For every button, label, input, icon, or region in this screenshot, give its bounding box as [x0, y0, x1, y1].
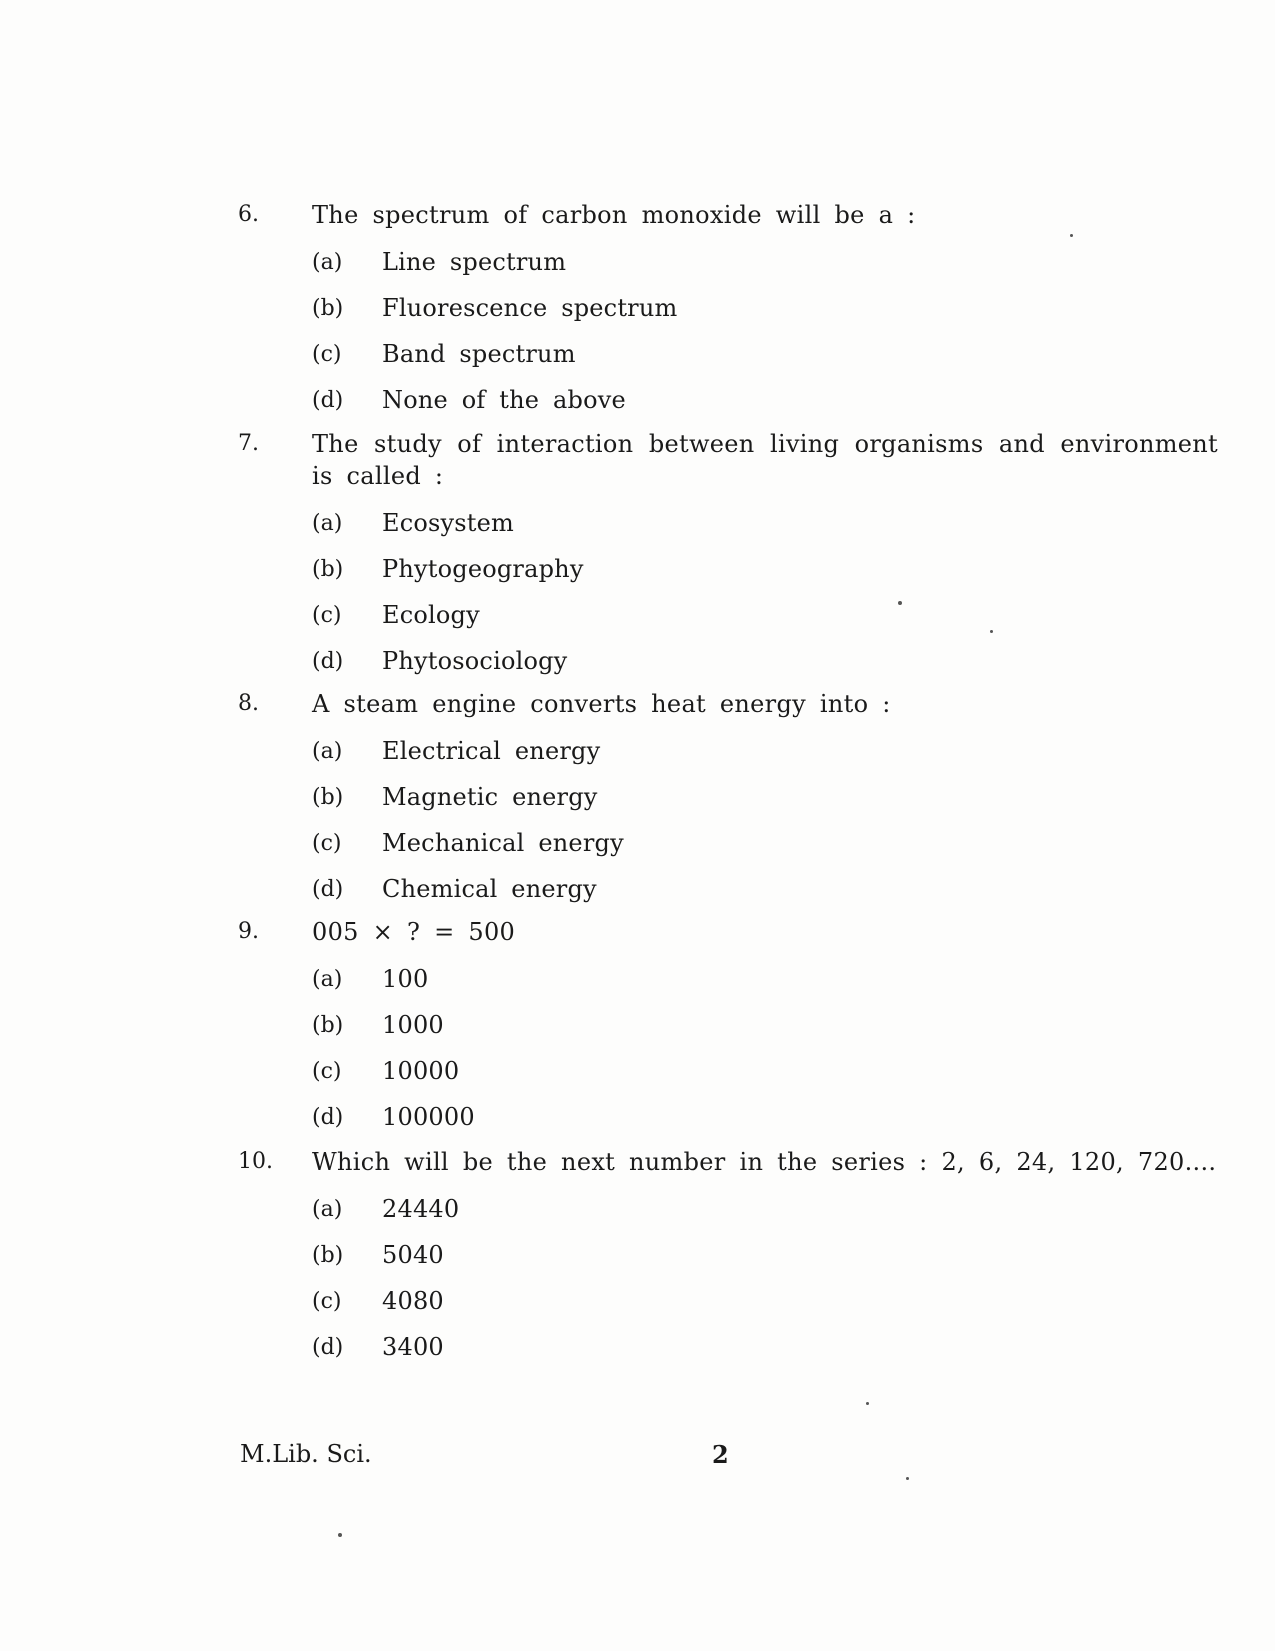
option-label: (d): [312, 876, 344, 902]
question-text: The spectrum of carbon monoxide will be a :: [312, 201, 916, 229]
scan-speck: [1070, 234, 1073, 237]
option-d: [312, 1324, 1218, 1370]
question-number: 7.: [238, 431, 259, 456]
option-label: (b): [312, 295, 344, 321]
option-d: [312, 377, 1218, 423]
scan-speck: [898, 601, 902, 605]
option-d: [312, 866, 1218, 912]
option-text: 100: [382, 965, 429, 993]
option-text: None of the above: [382, 386, 626, 414]
option-label: (b): [312, 1242, 344, 1268]
option-text: 3400: [382, 1333, 444, 1361]
option-text: 4080: [382, 1287, 444, 1315]
option-c: [312, 820, 1218, 866]
question-text: Which will be the next number in the series : 2, 6, 24, 120, 720....: [312, 1148, 1217, 1176]
question-number: 9.: [238, 919, 259, 944]
option-text: Electrical energy: [382, 737, 601, 765]
option-text: Mechanical energy: [382, 829, 624, 857]
option-a: [312, 1186, 1218, 1232]
question-8: [238, 688, 1218, 912]
option-label: (a): [312, 510, 343, 536]
option-label: (d): [312, 648, 344, 674]
option-label: (c): [312, 830, 342, 856]
option-text: Band spectrum: [382, 340, 576, 368]
question-number: 10.: [238, 1149, 273, 1174]
option-b: [312, 1232, 1218, 1278]
scan-speck: [866, 1402, 869, 1405]
scan-speck: [906, 1477, 909, 1480]
option-text: Ecology: [382, 601, 480, 629]
option-label: (a): [312, 1196, 343, 1222]
option-list: [312, 956, 1218, 1140]
option-text: 10000: [382, 1057, 460, 1085]
option-c: [312, 1048, 1218, 1094]
question-9: [238, 916, 1218, 1140]
option-c: [312, 1278, 1218, 1324]
option-label: (c): [312, 1058, 342, 1084]
footer-course-code: M.Lib. Sci.: [240, 1440, 372, 1468]
question-10: [238, 1146, 1218, 1370]
option-text: Line spectrum: [382, 248, 567, 276]
option-b: [312, 774, 1218, 820]
option-text: Ecosystem: [382, 509, 515, 537]
option-d: [312, 638, 1218, 684]
option-label: (c): [312, 1288, 342, 1314]
option-c: [312, 592, 1218, 638]
option-list: [312, 1186, 1218, 1370]
option-list: [312, 500, 1218, 684]
option-label: (b): [312, 784, 344, 810]
option-text: 5040: [382, 1241, 444, 1269]
question-7: [238, 428, 1218, 684]
option-text: Phytosociology: [382, 647, 568, 675]
question-text: A steam engine converts heat energy into :: [312, 690, 891, 718]
option-label: (a): [312, 966, 343, 992]
question-6: [238, 199, 1218, 423]
option-text: 100000: [382, 1103, 475, 1131]
option-text: 1000: [382, 1011, 444, 1039]
option-a: [312, 500, 1218, 546]
option-a: [312, 728, 1218, 774]
page-number: 2: [712, 1440, 729, 1469]
scan-speck: [990, 630, 993, 633]
question-number: 6.: [238, 202, 259, 227]
option-label: (a): [312, 738, 343, 764]
option-list: [312, 728, 1218, 912]
option-label: (d): [312, 387, 344, 413]
question-text: 005 × ? = 500: [312, 918, 516, 946]
option-label: (c): [312, 602, 342, 628]
option-b: [312, 285, 1218, 331]
option-label: (d): [312, 1334, 344, 1360]
option-b: [312, 1002, 1218, 1048]
option-label: (b): [312, 1012, 344, 1038]
scan-speck: [338, 1533, 342, 1537]
option-c: [312, 331, 1218, 377]
option-d: [312, 1094, 1218, 1140]
option-text: 24440: [382, 1195, 460, 1223]
option-text: Chemical energy: [382, 875, 597, 903]
option-label: (c): [312, 341, 342, 367]
option-list: [312, 239, 1218, 423]
option-label: (d): [312, 1104, 344, 1130]
option-label: (b): [312, 556, 344, 582]
option-text: Fluorescence spectrum: [382, 294, 678, 322]
option-text: Phytogeography: [382, 555, 584, 583]
option-a: [312, 956, 1218, 1002]
option-text: Magnetic energy: [382, 783, 598, 811]
question-text: The study of interaction between living organisms and environment is called :: [312, 430, 1218, 490]
option-label: (a): [312, 249, 343, 275]
question-number: 8.: [238, 691, 259, 716]
option-a: [312, 239, 1218, 285]
option-b: [312, 546, 1218, 592]
